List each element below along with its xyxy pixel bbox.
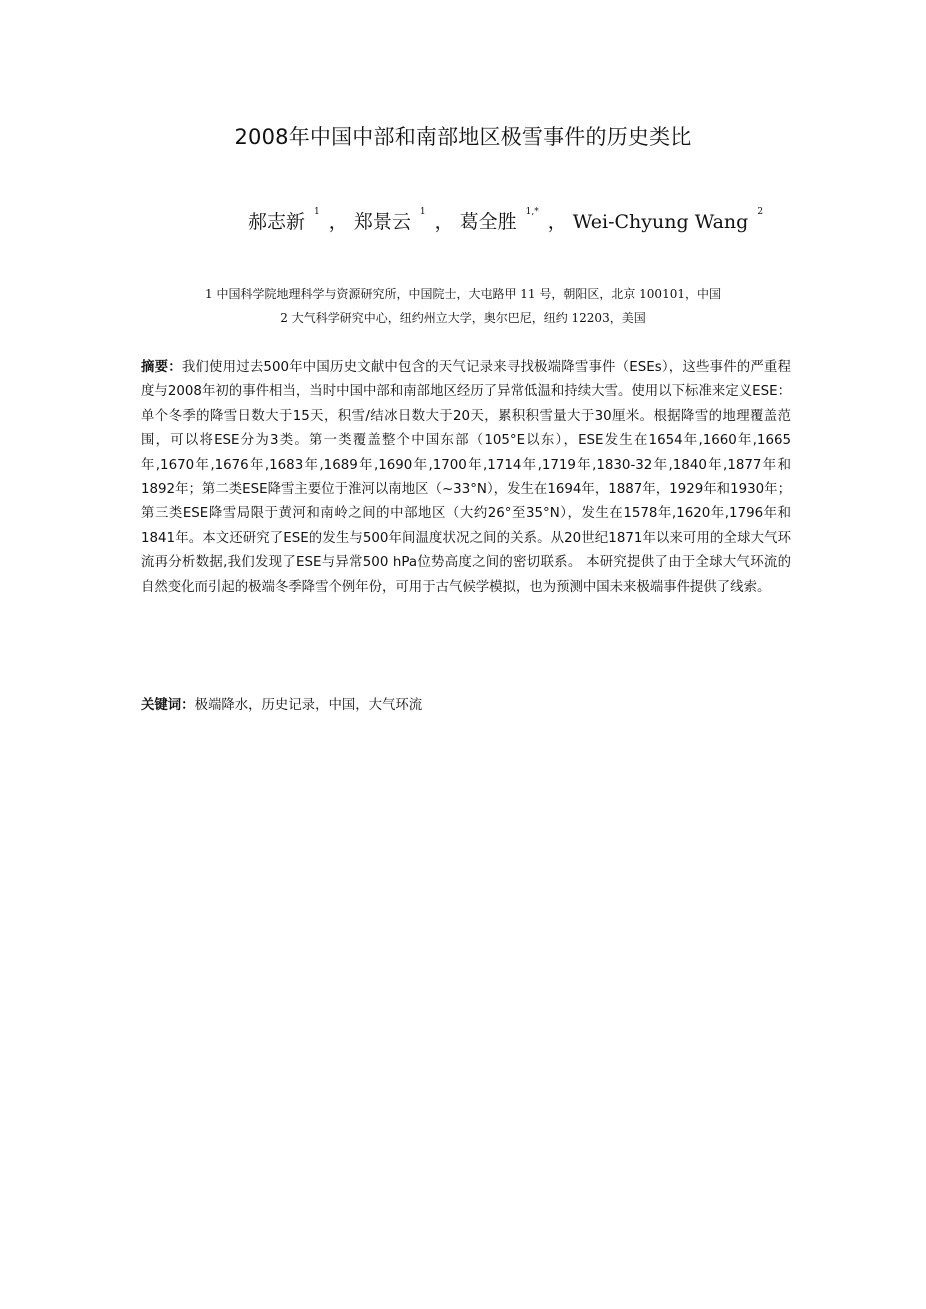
author-separator: ， [328, 211, 348, 233]
author-affiliation-mark: 1 [419, 207, 426, 217]
keywords [141, 694, 791, 718]
abstract-text: 我们使用过去500年中国历史文献中包含的天气记录来寻找极端降雪事件（ESEs），这些事件的严重程度与2008年初的事件相当，当时中国中部和南部地区经历了异常低温和持续大雪。使用以下标准来定义ESE：单个冬季的降雪日数大于15天，积雪/结冰日数大于20天，累积积雪量大于30厘米。根据降雪的地理覆盖范围，可以将ESE分为3类。第一类覆盖整个中国东部（105°E以东），ESE发生在1654年,1660年,1665年,1670年,1676年,1683年,1689年,1690年,1700年,1714年,1719年,1830-32年,1840年,1877年和1892年；第二类ESE降雪主要位于淮河以南地区（~33°N），发生在1694年，1887年，1929年和1930年；第三类ESE降雪局限于黄河和南岭之间的中部地区（大约26°至35°N），发生在1578年,1620年,1796年和1841年。本文还研究了ESE的发生与500年间温度状况之间的关系。从20世纪1871年以来可用的全球大气环流再分析数据,我们发现了ESE与异常500 hPa位势高度之间的密切联系。 本研究提供了由于全球大气环流的自然变化而引起的极端冬季降雪个例年份，可用于古气候学模拟，也为预测中国未来极端事件提供了线索。 [141, 360, 791, 595]
author-name: Wei-Chyung Wang [572, 211, 749, 233]
author-name: 郑景云 [353, 211, 411, 233]
affiliation-1: 1 中国科学院地理科学与资源研究所，中国院士，大屯路甲 11 号，朝阳区，北京 100101，中国 [205, 287, 721, 301]
author-name: 郝志新 [248, 211, 306, 233]
author-affiliation-mark: 1 [314, 207, 320, 217]
keywords-label: 关键词： [141, 698, 195, 713]
affiliation-2: 2 大气科学研究中心，纽约州立大学，奥尔巴尼，纽约 12203，美国 [280, 311, 646, 325]
author-separator: ， [547, 211, 567, 233]
author-affiliation-mark: 1,* [525, 207, 539, 217]
abstract-label: 摘要： [141, 360, 182, 375]
author-separator: ， [434, 211, 454, 233]
author-name: 葛全胜 [459, 211, 517, 233]
abstract [141, 356, 791, 600]
keywords-text: 极端降水，历史记录，中国，大气环流 [194, 698, 423, 713]
author-list [248, 198, 772, 236]
paper-title: 2008年中国中部和南部地区极雪事件的历史类比 [234, 125, 692, 149]
author-affiliation-mark: 2 [757, 207, 764, 217]
